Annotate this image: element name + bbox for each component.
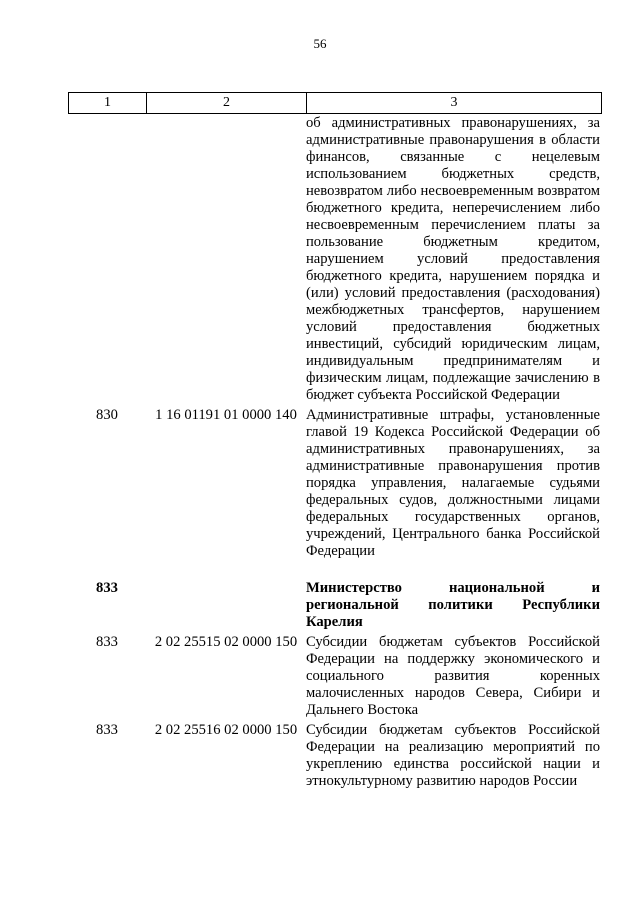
- ministry-name-cell: Министерство национальной и региональной политики Республики Карелия: [306, 580, 600, 630]
- admin-code-cell: 833: [96, 634, 118, 650]
- table-body: [68, 115, 602, 790]
- table-row: [68, 115, 602, 404]
- description-cell: об административных правонарушениях, за административные правонарушения в области финансов, связанные с нецелевым использованием бюджетных средств, невозвратом либо несвоевременным возвратом бюджетного кредита, неперечислением либо несвоевременным перечислением платы за пользование бюджетным кредитом, нарушением условий предоставления бюджетного кредита, нарушением порядка и (или) условий предоставления (расходования) межбюджетных трансфертов, нарушением условий предоставления бюджетных инвестиций, субсидий юридическим лицам, индивидуальным предпринимателям и физическим лицам, подлежащие зачислению в бюджет субъекта Российской Федерации: [306, 115, 600, 403]
- column-header-3: 3: [450, 95, 458, 110]
- column-header-1: 1: [69, 93, 147, 113]
- admin-code-cell: 833: [96, 580, 118, 596]
- column-header-2: 2: [147, 93, 307, 113]
- description-cell: Субсидии бюджетам субъектов Российской Федерации на реализацию мероприятий по укреплению единства российской нации и этнокультурному развитию народов России: [306, 722, 600, 789]
- kbk-code-cell: 2 02 25515 02 0000 150: [154, 634, 298, 650]
- table-row: [68, 407, 602, 560]
- description-cell: Административные штрафы, установленные главой 19 Кодекса Российской Федерации об административных правонарушениях, за административные правонарушения против порядка управления, налагаемые судьями федеральных судов, должностными лицами федеральных государственных органов, учреждений, Центрального банка Российской Федерации: [306, 407, 600, 559]
- kbk-code-cell: 2 02 25516 02 0000 150: [154, 722, 298, 738]
- admin-code-cell: 833: [96, 722, 118, 738]
- description-cell: Субсидии бюджетам субъектов Российской Федерации на поддержку экономического и социального развития коренных малочисленных народов Севера, Сибири и Дальнего Востока: [306, 634, 600, 718]
- page-number: 56: [313, 36, 327, 51]
- table-header-row: [68, 92, 602, 114]
- kbk-code-cell: 1 16 01191 01 0000 140: [155, 407, 297, 423]
- table-row: [68, 634, 602, 719]
- admin-code-cell: 830: [96, 407, 118, 423]
- table-row: [68, 722, 602, 790]
- table-row-ministry-heading: [68, 580, 602, 631]
